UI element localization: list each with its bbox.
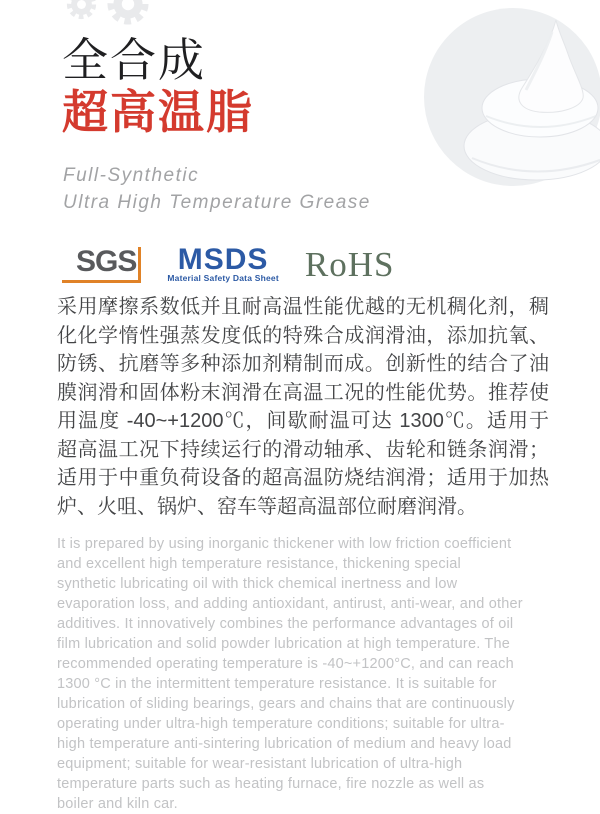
product-title-cn: 全合成 bbox=[62, 34, 206, 86]
description-chinese: 采用摩擦系数低并且耐高温性能优越的无机稠化剂，稠化化学惰性强蒸发度低的特殊合成润滑油，添加抗氧、防锈、抗磨等多种添加剂精制而成。创新性的结合了油膜润滑和固体粉末润滑在高温工况的性能优势。推荐使用温度 -40~+1200℃，间歇耐温可达 1300℃。适用于超高温工况下持续运行的滑动轴承、齿轮和链条润滑；适用于中重负荷设备的超高温防烧结润滑；适用于加热炉、火咀、锅炉、窑车等超高温部位耐磨润滑。 bbox=[57, 296, 549, 518]
msds-logo-subtitle: Material Safety Data Sheet bbox=[167, 273, 279, 283]
product-title-cn-accent: 超高温脂 bbox=[62, 86, 254, 138]
grease-dollop-image bbox=[452, 12, 600, 188]
msds-logo-text: MSDS bbox=[177, 243, 269, 276]
subtitle-line-1: Full-Synthetic bbox=[63, 165, 200, 186]
product-photo-circle bbox=[424, 8, 600, 186]
msds-logo bbox=[167, 243, 279, 283]
description-english: It is prepared by using inorganic thickener with low friction coefficient and excellent high temperature resistance, thickening special synthetic lubricating oil with thick chemical inertness and low evaporation loss, and adding antioxidant, antirust, anti-wear, and other additives. It innovatively combines the performance advantages of oil film lubrication and solid powder lubrication at high temperature. The recommended operating temperature is -40~+1200°C, and can reach 1300 °C in the intermittent temperature resistance. It is suitable for lubrication of sliding bearings, gears and chains that are continuously operating under ultra-high temperature conditions; suitable for ultra-high temperature anti-sintering lubrication of medium and heavy load equipment; suitable for wear-resistant lubrication of ultra-high temperature parts such as heating furnace, fire nozzle as well as boiler and kiln car. bbox=[57, 536, 523, 812]
rohs-logo: RoHS bbox=[304, 245, 395, 284]
sgs-logo: SGS bbox=[62, 247, 141, 283]
product-subtitle-en bbox=[63, 162, 371, 216]
certification-badges bbox=[62, 240, 394, 290]
gear-icon bbox=[102, 0, 154, 30]
subtitle-line-2: Ultra High Temperature Grease bbox=[63, 192, 371, 213]
product-title bbox=[62, 34, 254, 138]
gear-icon bbox=[63, 0, 100, 23]
